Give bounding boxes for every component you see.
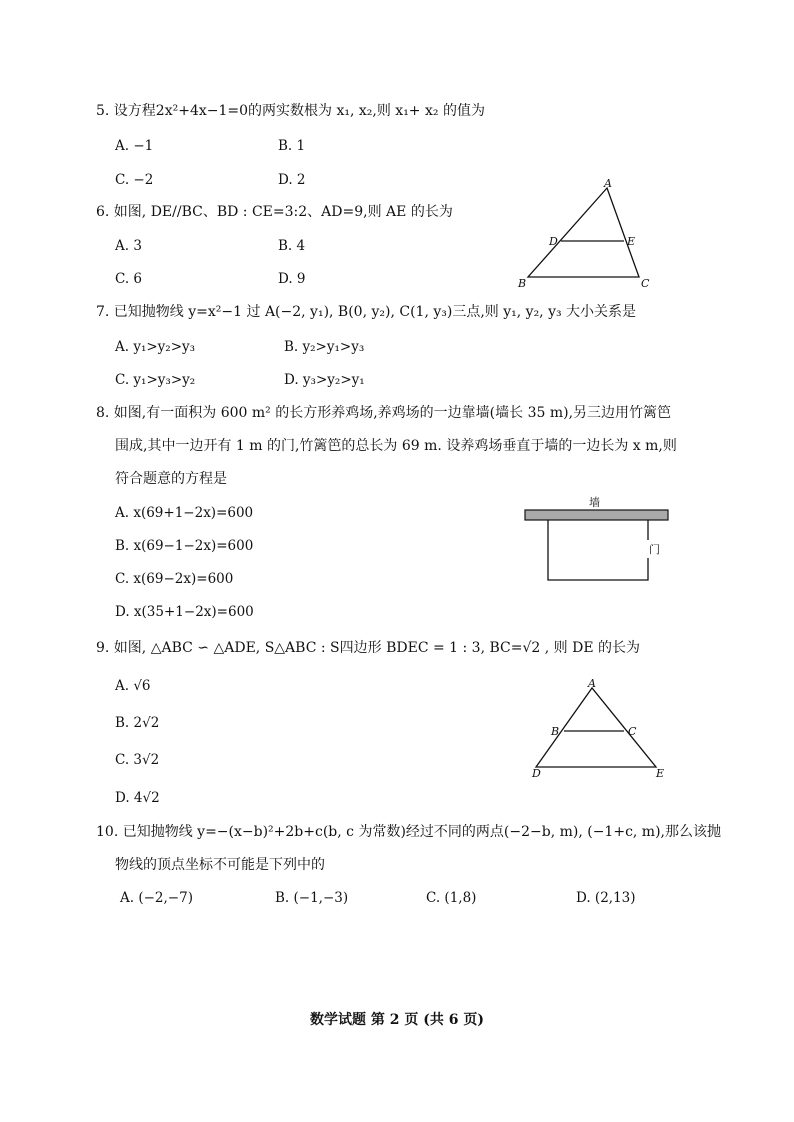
q5-stem: 5. 设方程2x²+4x−1=0的两实数根为 x₁, x₂,则 x₁+ x₂ 的值为 [96, 103, 485, 119]
q6-label-d: D [549, 235, 558, 248]
q9-option-c: C. 3√2 [115, 752, 160, 768]
q7-option-a: A. y₁>y₂>y₃ [115, 339, 196, 355]
q8-option-c: C. x(69−2x)=600 [115, 571, 234, 587]
q8-stem-line-3: 符合题意的方程是 [115, 471, 227, 487]
q6-label-b: B [518, 277, 527, 290]
q6-label-a: A [604, 177, 612, 190]
q9-option-a: A. √6 [115, 678, 151, 694]
q5-option-d: D. 2 [278, 172, 306, 188]
q6-option-c: C. 6 [115, 271, 143, 287]
q8-stem-line-1: 8. 如图,有一面积为 600 m² 的长方形养鸡场,养鸡场的一边靠墙(墙长 35 m),另三边用竹篱笆 [96, 405, 672, 421]
q8-wall-label: 墙 [589, 496, 600, 509]
q8-option-a: A. x(69+1−2x)=600 [115, 505, 254, 521]
q5-option-a: A. −1 [115, 138, 154, 154]
q10-option-b: B. (−1,−3) [275, 890, 349, 906]
q5-option-b: B. 1 [278, 138, 306, 154]
q6-option-a: A. 3 [115, 238, 142, 254]
q6-label-c: C [641, 277, 650, 290]
q9-label-b: B [551, 725, 560, 738]
q8-wall [525, 510, 668, 520]
q8-option-d: D. x(35+1−2x)=600 [115, 604, 254, 620]
q9-similar-triangles-figure [520, 676, 670, 784]
q9-option-b: B. 2√2 [115, 715, 160, 731]
q8-stem-line-2: 围成,其中一边开有 1 m 的门,竹篱笆的总长为 69 m. 设养鸡场垂直于墙的一边长为 x m,则 [115, 438, 677, 454]
page-footer: 数学试题 第 2 页 (共 6 页) [310, 1012, 484, 1028]
q10-option-d: D. (2,13) [576, 890, 636, 906]
q7-option-b: B. y₂>y₁>y₃ [284, 339, 365, 355]
q10-stem-line-1: 10. 已知抛物线 y=−(x−b)²+2b+c(b, c 为常数)经过不同的两点(−2−b, m), (−1+c, m),那么该抛 [96, 824, 721, 840]
q8-option-b: B. x(69−1−2x)=600 [115, 538, 254, 554]
q10-stem-line-2: 物线的顶点坐标不可能是下列中的 [115, 857, 325, 873]
q6-triangle-figure [512, 176, 662, 294]
q8-chicken-farm-figure [522, 490, 672, 588]
q9-label-d: D [532, 767, 541, 780]
q9-label-e: E [656, 767, 665, 780]
q7-option-d: D. y₃>y₂>y₁ [284, 372, 365, 388]
q9-option-d: D. 4√2 [115, 790, 160, 806]
q6-option-b: B. 4 [278, 238, 306, 254]
q9-label-c: C [628, 725, 637, 738]
q8-door-label: 门 [649, 543, 660, 556]
q10-option-a: A. (−2,−7) [120, 890, 193, 906]
q5-option-c: C. −2 [115, 172, 154, 188]
q10-option-c: C. (1,8) [426, 890, 477, 906]
q9-label-a: A [588, 677, 596, 690]
q6-triangle-abc [528, 188, 639, 277]
q8-fence [548, 520, 648, 580]
q9-stem: 9. 如图, △ABC ∽ △ADE, S△ABC : S四边形 BDEC = 1 : 3, BC=√2 , 则 DE 的长为 [96, 640, 641, 656]
q7-stem: 7. 已知抛物线 y=x²−1 过 A(−2, y₁), B(0, y₂), C(1, y₃)三点,则 y₁, y₂, y₃ 大小关系是 [96, 304, 637, 320]
q6-label-e: E [627, 235, 636, 248]
q6-option-d: D. 9 [278, 271, 306, 287]
q6-stem: 6. 如图, DE//BC、BD : CE=3:2、AD=9,则 AE 的长为 [96, 204, 453, 220]
q7-option-c: C. y₁>y₃>y₂ [115, 372, 196, 388]
